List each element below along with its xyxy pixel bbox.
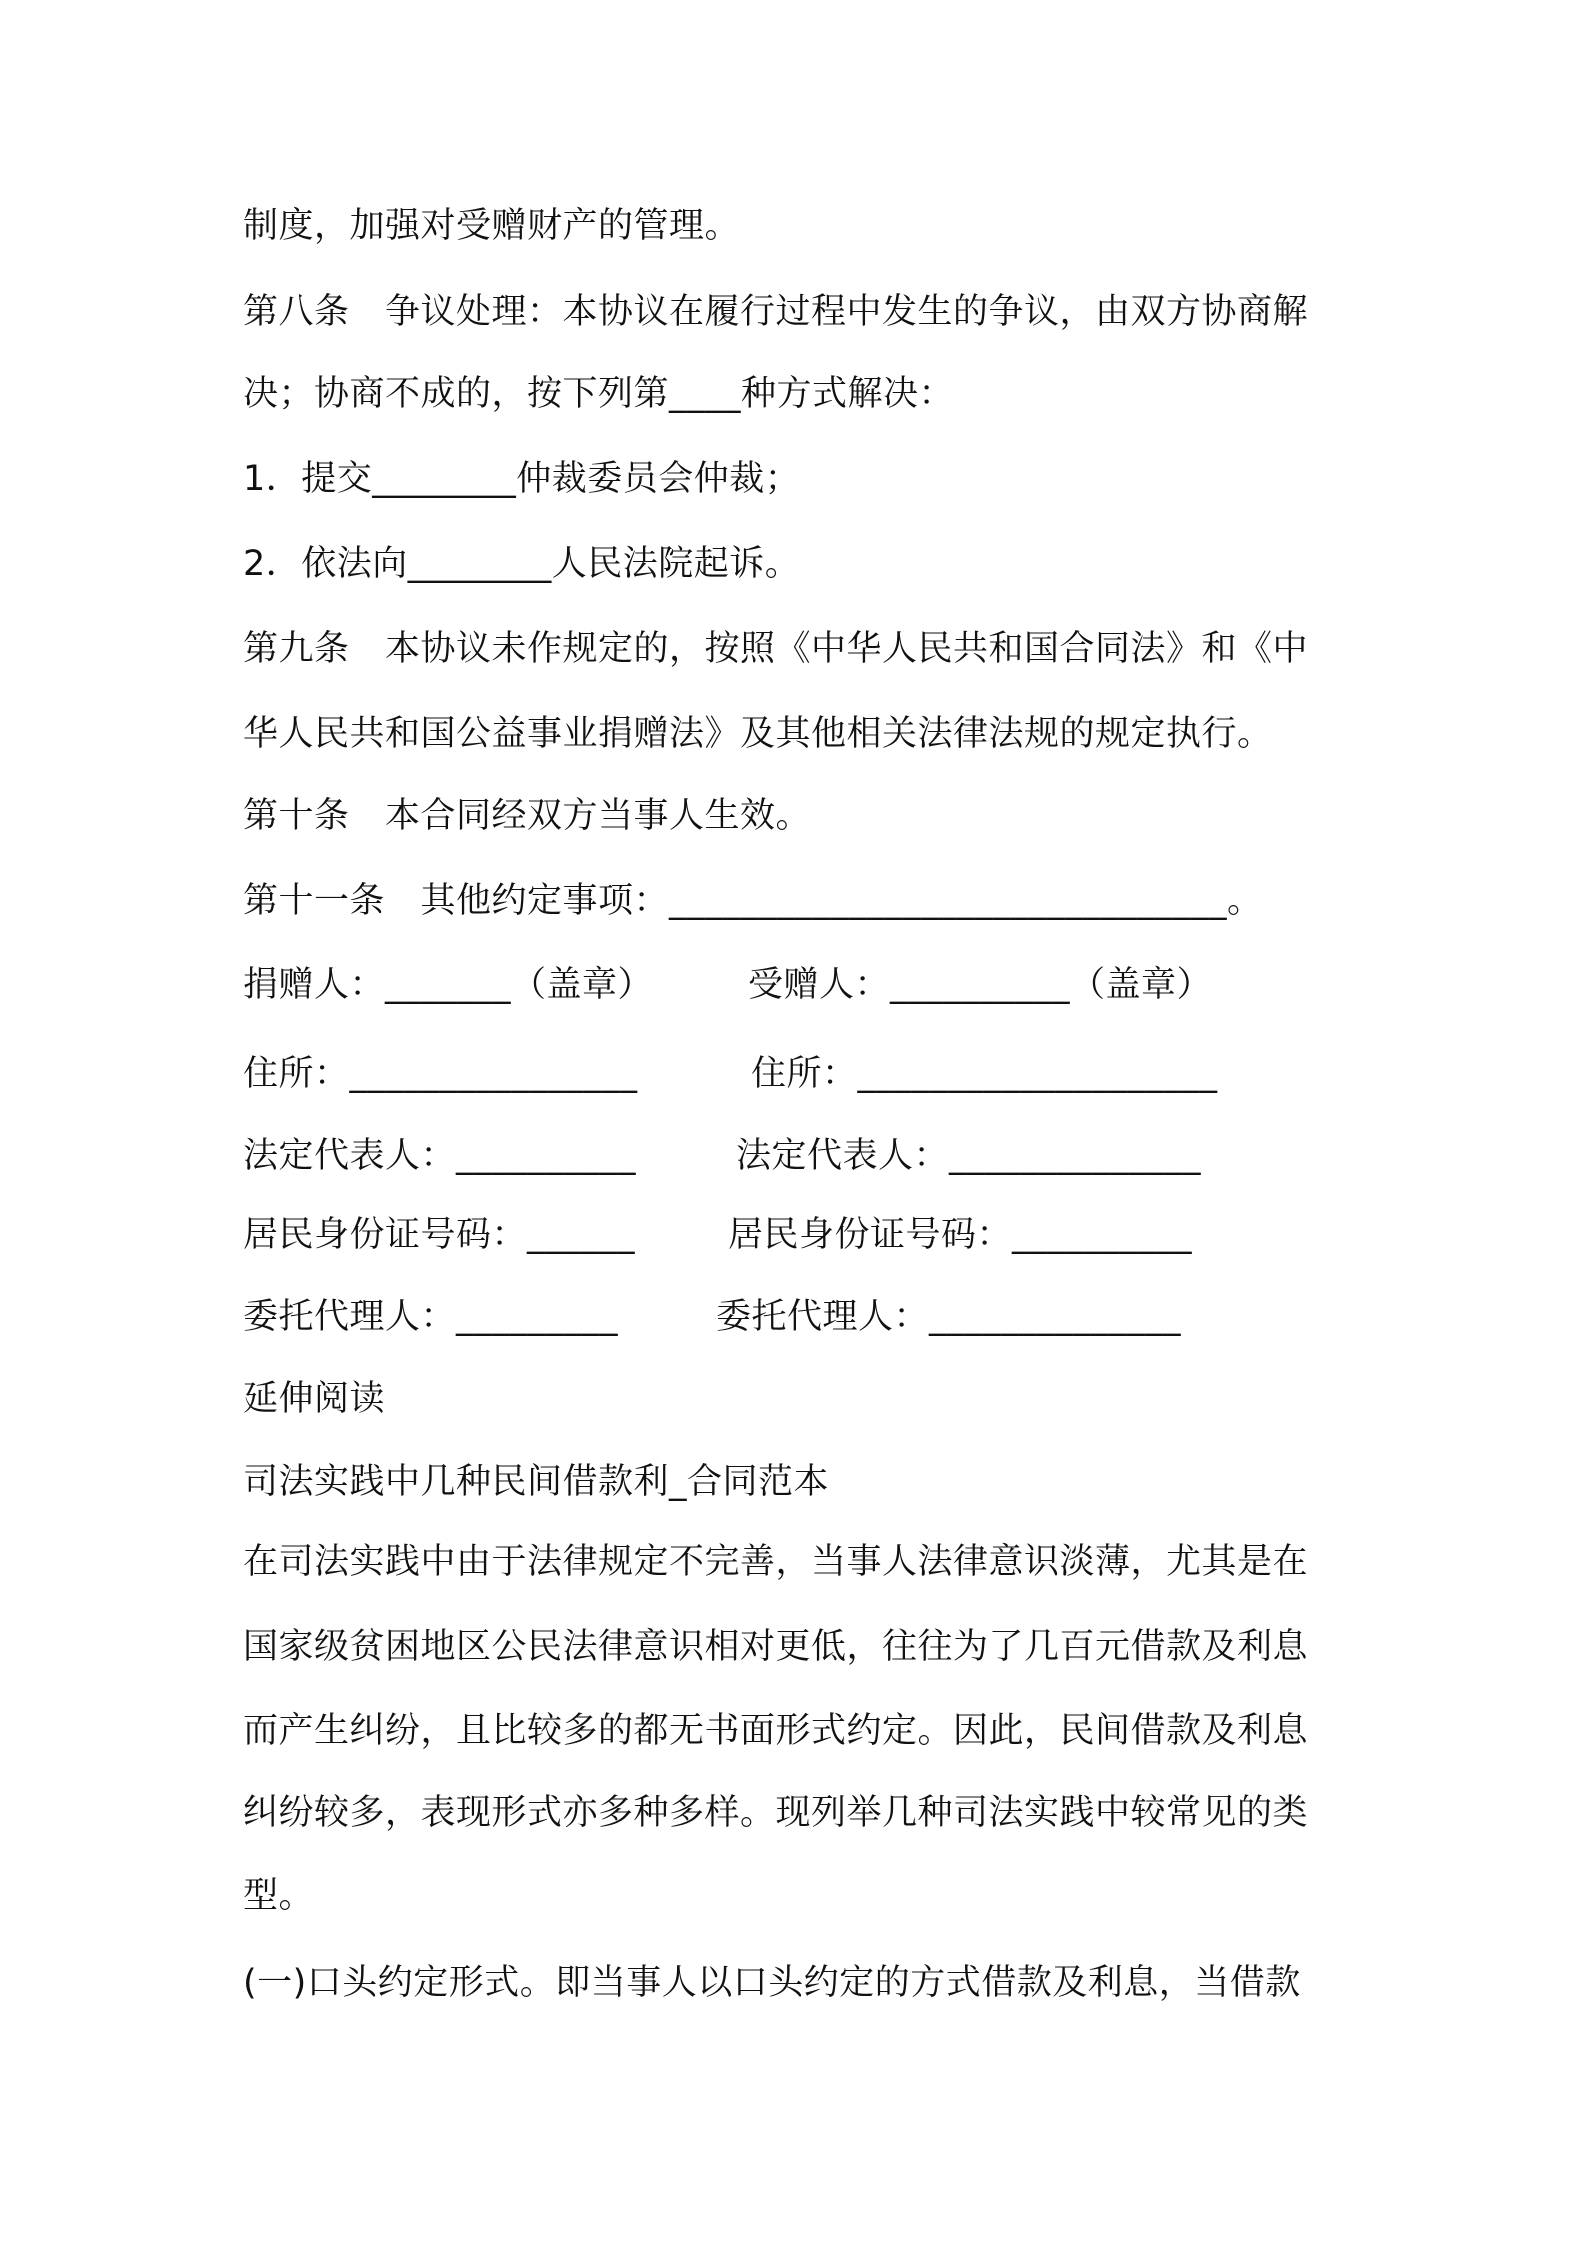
donee-agent-label: 委托代理人：______________ (716, 1297, 1182, 1337)
article-9-line-2: 华人民共和国公益事业捐赠法》及其他相关法律法规的规定执行。 (243, 714, 1273, 754)
paragraph-line: (一)口头约定形式。即当事人以口头约定的方式借款及利息，当借款 (243, 1963, 1301, 2003)
article-10-line: 第十条 本合同经双方当事人生效。 (243, 796, 812, 836)
paragraph-line: 而产生纠纷，且比较多的都无书面形式约定。因此，民间借款及利息 (243, 1711, 1309, 1751)
article-title: 司法实践中几种民间借款利_合同范本 (243, 1462, 830, 1502)
option-2-line: 2．依法向________人民法院起诉。 (243, 544, 801, 584)
option-1-line: 1．提交________仲裁委员会仲裁； (243, 459, 801, 499)
extended-reading-heading: 延伸阅读 (243, 1379, 386, 1419)
donee-address-label: 住所：____________________ (751, 1054, 1218, 1094)
donor-address-label: 住所：________________ (243, 1054, 638, 1094)
text-line: 制度，加强对受赠财产的管理。 (243, 206, 741, 246)
article-11-line: 第十一条 其他约定事项：_______________________________。 (243, 881, 1263, 921)
article-8-line-1: 第八条 争议处理：本协议在履行过程中发生的争议，由双方协商解 (243, 292, 1309, 332)
donor-label: 捐赠人：_______（盖章） (243, 965, 654, 1005)
article-9-line-1: 第九条 本协议未作规定的，按照《中华人民共和国合同法》和《中 (243, 629, 1309, 669)
article-8-line-2: 决；协商不成的，按下列第____种方式解决： (243, 374, 955, 414)
paragraph-line: 国家级贫困地区公民法律意识相对更低，往往为了几百元借款及利息 (243, 1627, 1309, 1667)
donor-agent-label: 委托代理人：_________ (243, 1297, 619, 1337)
donee-legal-rep-label: 法定代表人：______________ (736, 1136, 1202, 1176)
donor-id-number-label: 居民身份证号码：______ (243, 1215, 636, 1255)
donee-id-number-label: 居民身份证号码：__________ (728, 1215, 1193, 1255)
paragraph-line: 型。 (243, 1876, 315, 1916)
paragraph-line: 在司法实践中由于法律规定不完善，当事人法律意识淡薄，尤其是在 (243, 1542, 1309, 1582)
donor-legal-rep-label: 法定代表人：__________ (243, 1136, 637, 1176)
donee-label: 受赠人：__________（盖章） (748, 965, 1213, 1005)
paragraph-line: 纠纷较多，表现形式亦多种多样。现列举几种司法实践中较常见的类 (243, 1793, 1309, 1833)
